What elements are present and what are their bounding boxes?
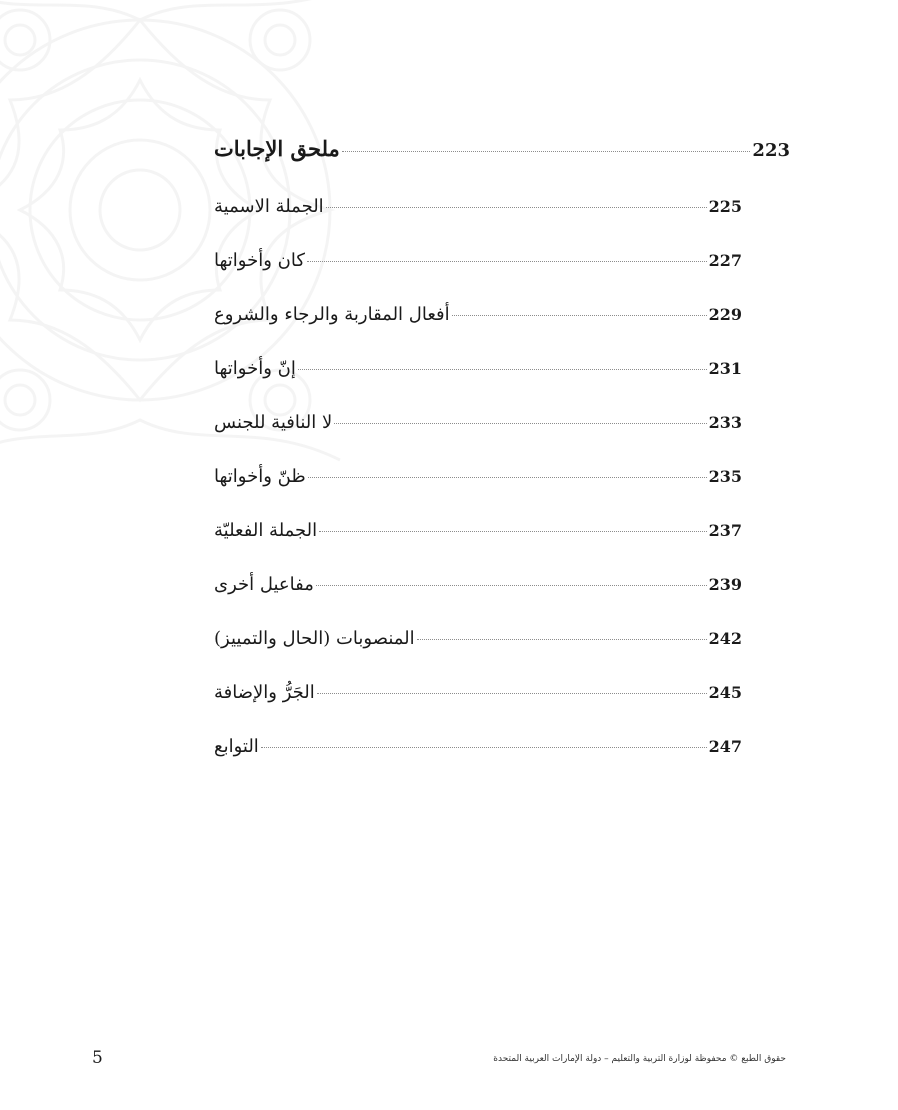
toc-entry-title: الجملة الاسمية <box>214 196 324 217</box>
toc-entry[interactable] <box>212 196 742 250</box>
toc-entry-title: التوابع <box>214 736 259 757</box>
toc-entry-page: 242 <box>708 629 742 648</box>
toc-entry[interactable] <box>212 358 742 412</box>
toc-entry-page: 247 <box>708 737 742 756</box>
dot-leader <box>452 315 707 316</box>
dot-leader <box>334 423 706 424</box>
toc-heading-page: 223 <box>752 140 790 161</box>
toc-entry[interactable] <box>212 304 742 358</box>
dot-leader <box>417 639 707 640</box>
toc-entry-title: مفاعيل أخرى <box>214 574 314 595</box>
dot-leader <box>298 369 707 370</box>
toc-entry-page: 231 <box>708 359 742 378</box>
toc-entry[interactable] <box>212 520 742 574</box>
toc-entry[interactable] <box>212 682 742 736</box>
toc-entry-title: لا النافية للجنس <box>214 412 333 433</box>
toc-entry[interactable] <box>212 466 742 520</box>
toc-entry-page: 233 <box>708 413 742 432</box>
toc-entry-page: 235 <box>708 467 742 486</box>
toc-entry-page: 229 <box>708 305 742 324</box>
toc-entry[interactable] <box>212 250 742 304</box>
toc-entry[interactable] <box>212 574 742 628</box>
toc-heading-title: ملحق الإجابات <box>214 136 340 161</box>
toc-entry[interactable] <box>212 412 742 466</box>
toc-entry-title: الجَرُّ والإضافة <box>214 682 315 703</box>
toc-entry-title: إنّ وأخواتها <box>214 358 296 379</box>
toc-entry[interactable] <box>212 628 742 682</box>
dot-leader <box>342 151 751 152</box>
toc-entry-title: أفعال المقاربة والرجاء والشروع <box>214 304 450 325</box>
dot-leader <box>319 531 706 532</box>
dot-leader <box>326 207 707 208</box>
toc-entry-page: 225 <box>708 197 742 216</box>
toc-entry[interactable] <box>212 736 742 790</box>
toc-entry-title: ظنّ وأخواتها <box>214 466 306 487</box>
toc-heading-row[interactable] <box>212 136 790 196</box>
toc-entry-page: 239 <box>708 575 742 594</box>
table-of-contents <box>212 136 790 790</box>
toc-entry-page: 245 <box>708 683 742 702</box>
dot-leader <box>307 261 707 262</box>
toc-entry-title: الجملة الفعليّة <box>214 520 318 541</box>
toc-entry-title: كان وأخواتها <box>214 250 305 271</box>
page-number: 5 <box>92 1048 103 1068</box>
dot-leader <box>308 477 707 478</box>
copyright-notice: حقوق الطبع © محفوظة لوزارة التربية والتعليم – دولة الإمارات العربية المتحدة <box>493 1054 786 1064</box>
dot-leader <box>316 585 707 586</box>
toc-entry-page: 227 <box>708 251 742 270</box>
dot-leader <box>317 693 707 694</box>
dot-leader <box>261 747 707 748</box>
toc-entry-page: 237 <box>708 521 742 540</box>
toc-entry-title: المنصوبات (الحال والتمييز) <box>214 628 415 649</box>
